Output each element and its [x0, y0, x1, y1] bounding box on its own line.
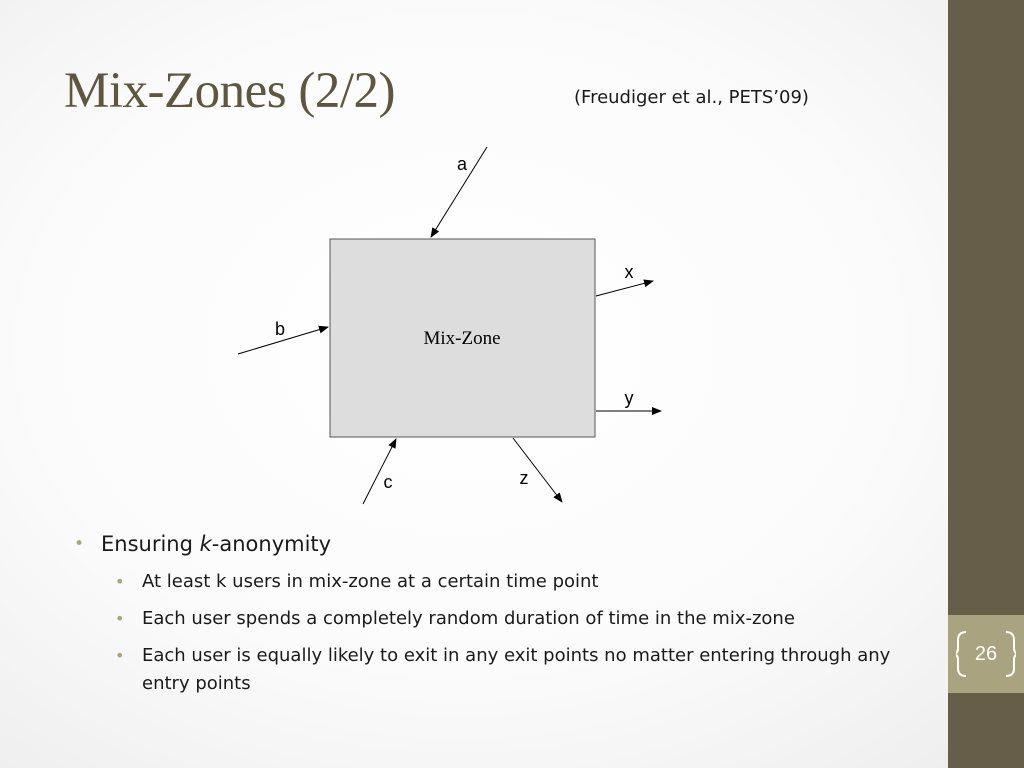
exit-label-y: y: [624, 388, 634, 408]
exit-label-x: x: [624, 262, 634, 282]
entry-label-c: c: [383, 472, 393, 492]
bullet-main-italic: k: [199, 532, 212, 556]
bullet-main: [74, 530, 934, 698]
sub-bullet: [115, 642, 934, 698]
sub-bullet-marker: •: [115, 572, 125, 591]
sub-bullet-text: Each user spends a completely random duration of time in the mix-zone: [142, 608, 795, 629]
sub-bullet: [115, 568, 934, 596]
bullet-marker: •: [74, 534, 85, 554]
page-number: 26: [974, 643, 998, 665]
sub-bullet-text: At least k users in mix-zone at a certain time point: [142, 571, 599, 592]
entry-label-a: a: [456, 154, 468, 174]
sub-bullet-list: [101, 568, 934, 698]
sub-bullet-text: Each user is equally likely to exit in any exit points no matter entering through any entry points: [142, 645, 891, 694]
bullet-main-suffix: -anonymity: [211, 532, 332, 556]
bullet-main-prefix: Ensuring: [101, 532, 200, 556]
sub-bullet-marker: •: [115, 609, 125, 628]
sub-bullet-marker: •: [115, 646, 125, 665]
bullet-list: [74, 530, 934, 707]
exit-label-z: z: [519, 468, 529, 488]
mix-zone-label: Mix-Zone: [423, 328, 501, 349]
citation: (Freudiger et al., PETS’09): [574, 87, 809, 108]
exit-arrow-x: [596, 281, 653, 296]
slide-title: Mix-Zones (2/2): [64, 63, 396, 119]
sub-bullet: [115, 605, 934, 633]
entry-label-b: b: [274, 319, 286, 339]
